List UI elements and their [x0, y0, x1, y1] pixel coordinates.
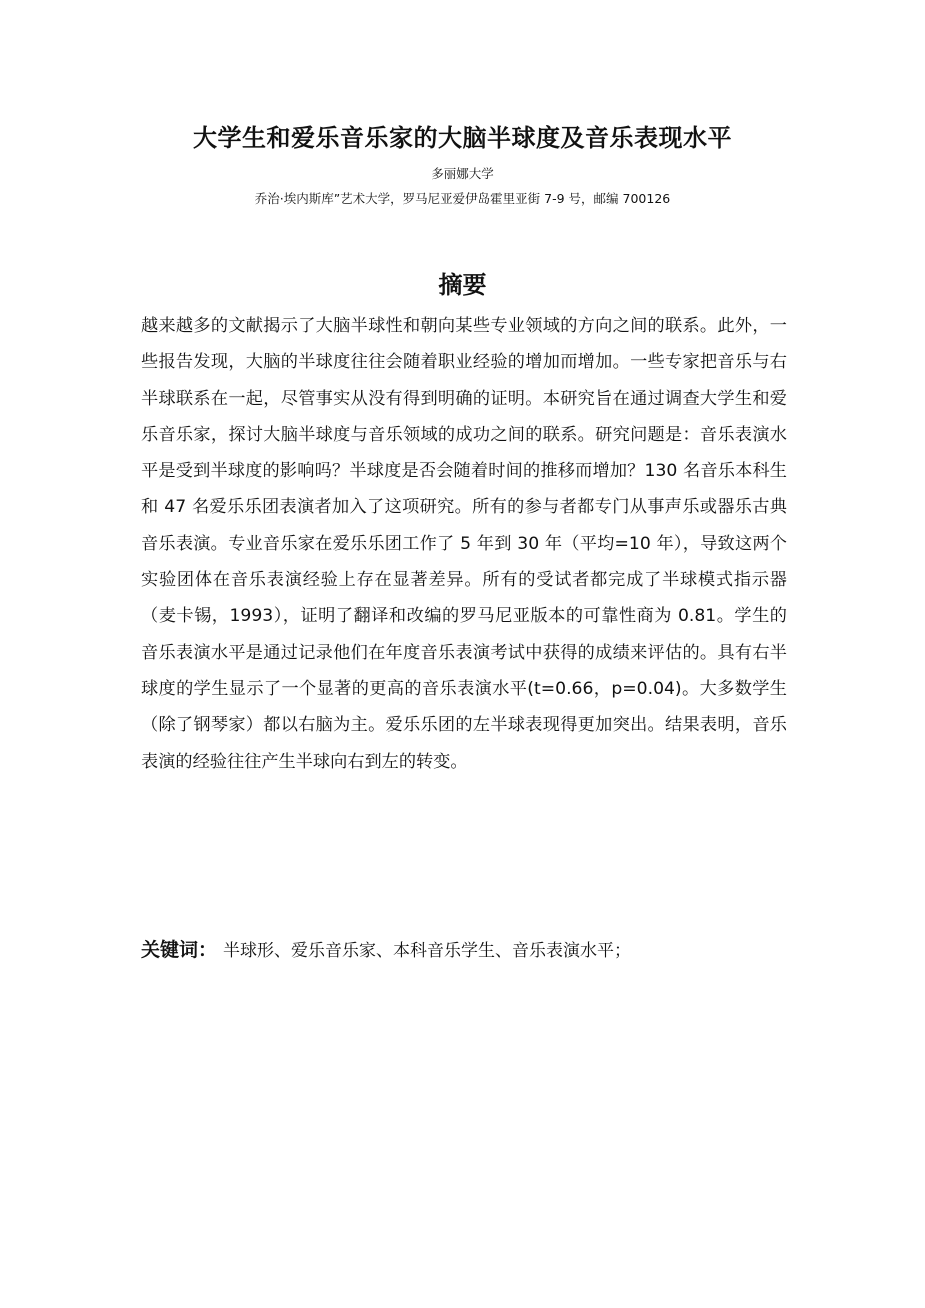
- keywords-label: 关键词：: [141, 939, 218, 961]
- keywords: [141, 934, 787, 967]
- paper-title: 大学生和爱乐音乐家的大脑半球度及音乐表现水平: [193, 124, 732, 152]
- keywords-value: 半球形、爱乐音乐家、本科音乐学生、音乐表演水平；: [223, 941, 632, 961]
- author-name: 多丽娜大学: [431, 166, 494, 181]
- abstract-heading: 摘要: [438, 271, 487, 299]
- author-affiliation: 乔治·埃内斯库”艺术大学，罗马尼亚爱伊岛霍里亚街 7-9 号，邮编 700126: [254, 191, 671, 206]
- abstract-body: 越来越多的文献揭示了大脑半球性和朝向某些专业领域的方向之间的联系。此外，一些报告发现，大脑的半球度往往会随着职业经验的增加而增加。一些专家把音乐与右半球联系在一起，尽管事实从没有得到明确的证明。本研究旨在通过调查大学生和爱乐音乐家，探讨大脑半球度与音乐领域的成功之间的联系。研究问题是：音乐表演水平是受到半球度的影响吗？半球度是否会随着时间的推移而增加？130 名音乐本科生和 47 名爱乐乐团表演者加入了这项研究。所有的参与者都专门从事声乐或器乐古典音乐表演。专业音乐家在爱乐乐团工作了 5 年到 30 年（平均=10 年），导致这两个实验团体在音乐表演经验上存在显著差异。所有的受试者都完成了半球模式指示器（麦卡锡，1993），证明了翻译和改编的罗马尼亚版本的可靠性商为 0.81。学生的音乐表演水平是通过记录他们在年度音乐表演考试中获得的成绩来评估的。具有右半球度的学生显示了一个显著的更高的音乐表演水平(t=0.66，p=0.04)。大多数学生（除了钢琴家）都以右脑为主。爱乐乐团的左半球表现得更加突出。结果表明，音乐表演的经验往往产生半球向右到左的转变。: [141, 316, 787, 772]
